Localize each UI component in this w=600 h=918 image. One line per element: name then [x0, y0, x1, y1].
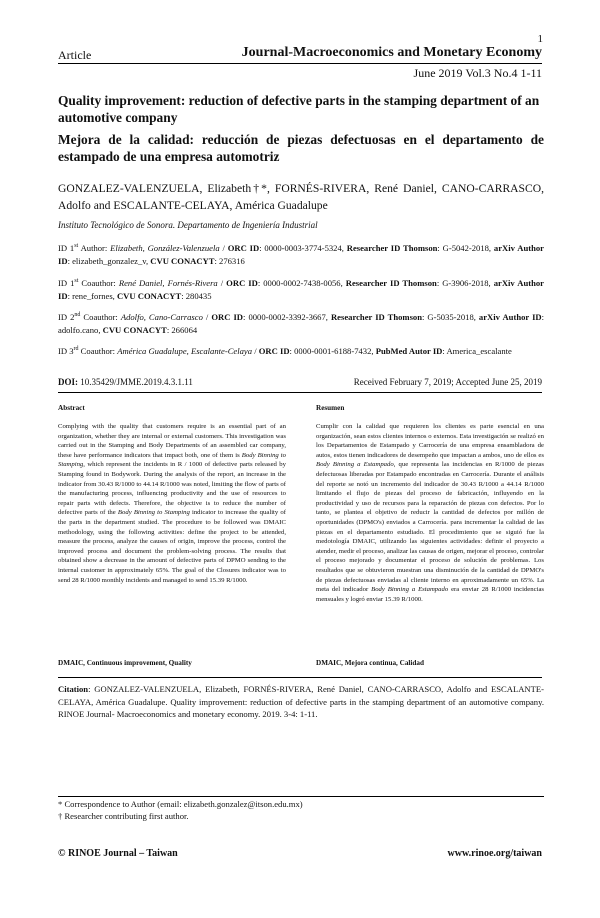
id-label: ORC ID [258, 345, 290, 356]
id-value: : 280435 [181, 290, 212, 301]
id-value: : 276316 [214, 255, 245, 266]
resumen-text-part: era enviar 28 R/1000 incidencias mensuales y logró enviar 15.39 R/1000. [316, 586, 545, 603]
id-label: PubMed Autor ID [375, 345, 443, 356]
id-label: ORC ID [226, 277, 258, 288]
author-list: GONZALEZ-VALENZUELA, Elizabeth†*, FORNÉS-RIVERA, René Daniel, CANO-CARRASCO, Adolfo and ESCALANTE-CELAYA, América Guadalupe [58, 182, 544, 212]
id-label: arXiv Author ID [58, 277, 544, 301]
abstract-text-part: , which represent the incidents in R / 1000 of defective parts released by Stamping found in Bodywork. During the analysis of the report, an increase in the indicator from 30.43 R/1000 to 44.14 R/1000 was noted, limiting the flow of parts of the manufacturing process, influencing productivity and the use of resources to repair parts with defects. Therefore, the objective is to reduce the number of defective parts of the [58, 461, 286, 517]
citation-label: Citation [58, 684, 89, 694]
id-role-sup: rd [73, 346, 79, 352]
abstract-text [58, 422, 286, 585]
footnote-researcher: † Researcher contributing first author. [58, 811, 189, 821]
id-value: : rene_fornes, [67, 290, 117, 301]
id-value: : G-5042-2018, [437, 242, 494, 253]
id-role-sup: st [74, 243, 79, 249]
affiliation: Instituto Tecnológico de Sonora. Departamento de Ingeniería Industrial [58, 220, 318, 230]
id-value: : America_escalante [442, 345, 512, 356]
abstract-text-part: indicator to increase the quality of the parts in the department studied. The procedure to be followed was DMAIC methodology, using the following activities: define the project to be attended, measure the process, analyze the causes of origin, improve the process, control the improved process and document the problem-solving process. The results that obtained show a decrease in the amount of defective parts of DPMO sending to the internal customer in approximately 65%. The goal of the Closures indicator was to send 28 R/1000 monthly incidents and managed to send 15.39 R/1000. [58, 509, 286, 584]
author-id-block-2: ID 1st Coauthor: René Daniel, Fornés-Rivera / ORC ID: 0000-0002-7438-0056, Researcher ID Thomson: G-3906-2018, arXiv Author ID: rene_fornes, CVU CONACYT: 280435 [58, 277, 544, 301]
id-label: Researcher ID Thomson [330, 311, 423, 322]
footer-website: www.rinoe.org/taiwan [447, 848, 542, 859]
id-label: Researcher ID Thomson [345, 277, 437, 288]
id-role-suffix: Coauthor: [78, 277, 116, 288]
header-rule [58, 63, 542, 64]
author-id-block-4: ID 3rd Coauthor: América Guadalupe, Escalante-Celaya / ORC ID: 0000-0001-6188-7432, PubMed Autor ID: America_escalante [58, 345, 512, 356]
id-value: : 0000-0003-3774-5324, [259, 242, 347, 253]
id-value: : 266064 [166, 324, 198, 335]
id-value: : 0000-0001-6188-7432, [289, 345, 376, 356]
footnote-correspondence: * Correspondence to Author (email: elizabeth.gonzalez@itson.edu.mx) [58, 799, 303, 809]
abstract-text-emphasis: Body Binning to Stamping [117, 509, 190, 517]
abstract-heading: Abstract [58, 404, 85, 412]
id-role-prefix: ID 1 [58, 242, 75, 253]
id-author-name: René Daniel, Fornés-Rivera [118, 277, 218, 288]
id-label: CVU CONACYT [102, 324, 167, 335]
id-label: arXiv Author ID [478, 311, 542, 322]
doi-label: DOI: [58, 377, 78, 387]
id-value: : G-5035-2018, [422, 311, 479, 322]
resumen-text-part: Cumplir con la calidad que requieren los clientes es parte esencial en una organización, sean estos clientes internos o externos. Esta investigación se realizó en los Departamentos de Estampado y Carrocería de una empresa ensambladora de autos, estos tienen indicadores de desempeño que impactan a ambos, uno de ellos es [316, 423, 544, 459]
id-label: ORC ID [227, 242, 260, 253]
resumen-text [316, 422, 544, 604]
section-rule [58, 677, 542, 678]
id-role-suffix: Coauthor: [78, 345, 116, 356]
id-label: ORC ID [211, 311, 244, 322]
id-value: : adolfo.cano, [58, 311, 545, 335]
id-role-prefix: ID 1 [58, 277, 75, 288]
resumen-text-emphasis: Body Binning a Estampado [371, 586, 449, 594]
footer-copyright: © RINOE Journal – Taiwan [58, 848, 178, 859]
id-author-name: América Guadalupe, Escalante-Celaya [117, 345, 253, 356]
id-label: Researcher ID Thomson [346, 242, 438, 253]
id-label: arXiv Author ID [58, 242, 545, 266]
resumen-heading: Resumen [316, 404, 345, 412]
id-role-prefix: ID 3 [58, 345, 74, 356]
abstract-text-emphasis: Body Binning to Stamping [58, 451, 286, 469]
id-role-suffix: Coauthor: [80, 311, 118, 322]
id-role-sup: st [74, 278, 79, 284]
id-value: : 0000-0002-3392-3667, [243, 311, 331, 322]
author-id-block-1: ID 1st Author: Elizabeth, González-Valenzuela / ORC ID: 0000-0003-3774-5324, Researcher ID Thomson: G-5042-2018, arXiv Author ID: elizabeth_gonzalez_v, CVU CONACYT: 276316 [58, 242, 545, 266]
id-author-name: Adolfo, Cano-Carrasco [120, 311, 203, 322]
doi-value: 10.35429/JMME.2019.4.3.1.11 [78, 377, 193, 387]
issue-line: June 2019 Vol.3 No.4 1-11 [413, 66, 542, 80]
keywords-spanish: DMAIC, Mejora continua, Calidad [316, 659, 425, 667]
footnote-rule [58, 796, 544, 797]
id-value: : 0000-0002-7438-0056, [257, 277, 346, 288]
doi [58, 377, 193, 387]
received-accepted-dates: Received February 7, 2019; Accepted June 25, 2019 [353, 377, 542, 387]
id-value: : elizabeth_gonzalez_v, [67, 255, 151, 266]
id-role-sup: nd [74, 312, 81, 318]
id-author-name: Elizabeth, González-Valenzuela [110, 242, 220, 253]
author-id-block-3: ID 2nd Coauthor: Adolfo, Cano-Carrasco / ORC ID: 0000-0002-3392-3667, Researcher ID Thomson: G-5035-2018, arXiv Author ID: adolfo.cano, CVU CONACYT: 266064 [58, 311, 545, 335]
section-rule [58, 392, 542, 393]
title-spanish: Mejora de la calidad: reducción de piezas defectuosas en el departamento de estampado de una empresa automotriz [58, 132, 544, 164]
id-label: CVU CONACYT [150, 255, 215, 266]
title-english: Quality improvement: reduction of defective parts in the stamping department of an automotive company [58, 93, 540, 125]
abstract-text-part: Complying with the quality that customers require is an essential part of an organization, whether they are internal or external customers. This investigation was carried out in the Stamping and Body Departments of an assembled car company, these have performance indicators that impact both, one of them is [58, 423, 286, 459]
keywords-english: DMAIC, Continuous improvement, Quality [58, 659, 192, 667]
citation-text: : GONZALEZ-VALENZUELA, Elizabeth, FORNÉS-RIVERA, René Daniel, CANO-CARRASCO, Adolfo and ESCALANTE-CELAYA, América Guadalupe. Quality improvement: reduction of defective parts in the stamping department of an automotive company. RINOE Journal- Macroeconomics and monetary economy. 2019. 3-4: 1-11. [58, 684, 544, 720]
id-value: : G-3906-2018, [436, 277, 494, 288]
article-label: Article [58, 48, 92, 62]
resumen-text-emphasis: Body Binning a Estampado [316, 461, 394, 469]
id-role-prefix: ID 2 [58, 311, 75, 322]
resumen-text-part: , que representa las incidencias en R/1000 de piezas defectuosas liberadas por Estampado encontradas en Carrocería. Durante el análisis del reporte se notó un incremento del indicador de 30.43 R/1000 a 44.14 R/1000 limitando el flujo de piezas del proceso de fabricación, influyendo en la productividad y uso de recursos para la reparación de piezas con defectos. Por lo tanto, se plantea el objetivo de reducir la cantidad de defectos por millón de oportunidades (DPMO's) enviados a Carrocería. para incrementar la calidad de las piezas en el departamento estudiado. El procedimiento que se siguió fue la medotología DMAIC, utilizando las siguientes actividades: definir el proyecto a atender, medir el proceso, analizar las causas de origen, mejorar el proceso, controlar el proceso mejorado y documentar el proceso de solución de problemas. Los resultados que se obtuvieron muestran una disminución de la cantidad de DPMO's de piezas defectuosas enviadas al cliente interno en aproximadamente un 65%. La meta del indicador [316, 461, 545, 594]
page-number: 1 [537, 33, 543, 45]
journal-name: Journal-Macroeconomics and Monetary Economy [241, 45, 542, 60]
id-role-suffix: Author: [78, 242, 108, 253]
citation [58, 683, 544, 721]
id-label: CVU CONACYT [116, 290, 182, 301]
